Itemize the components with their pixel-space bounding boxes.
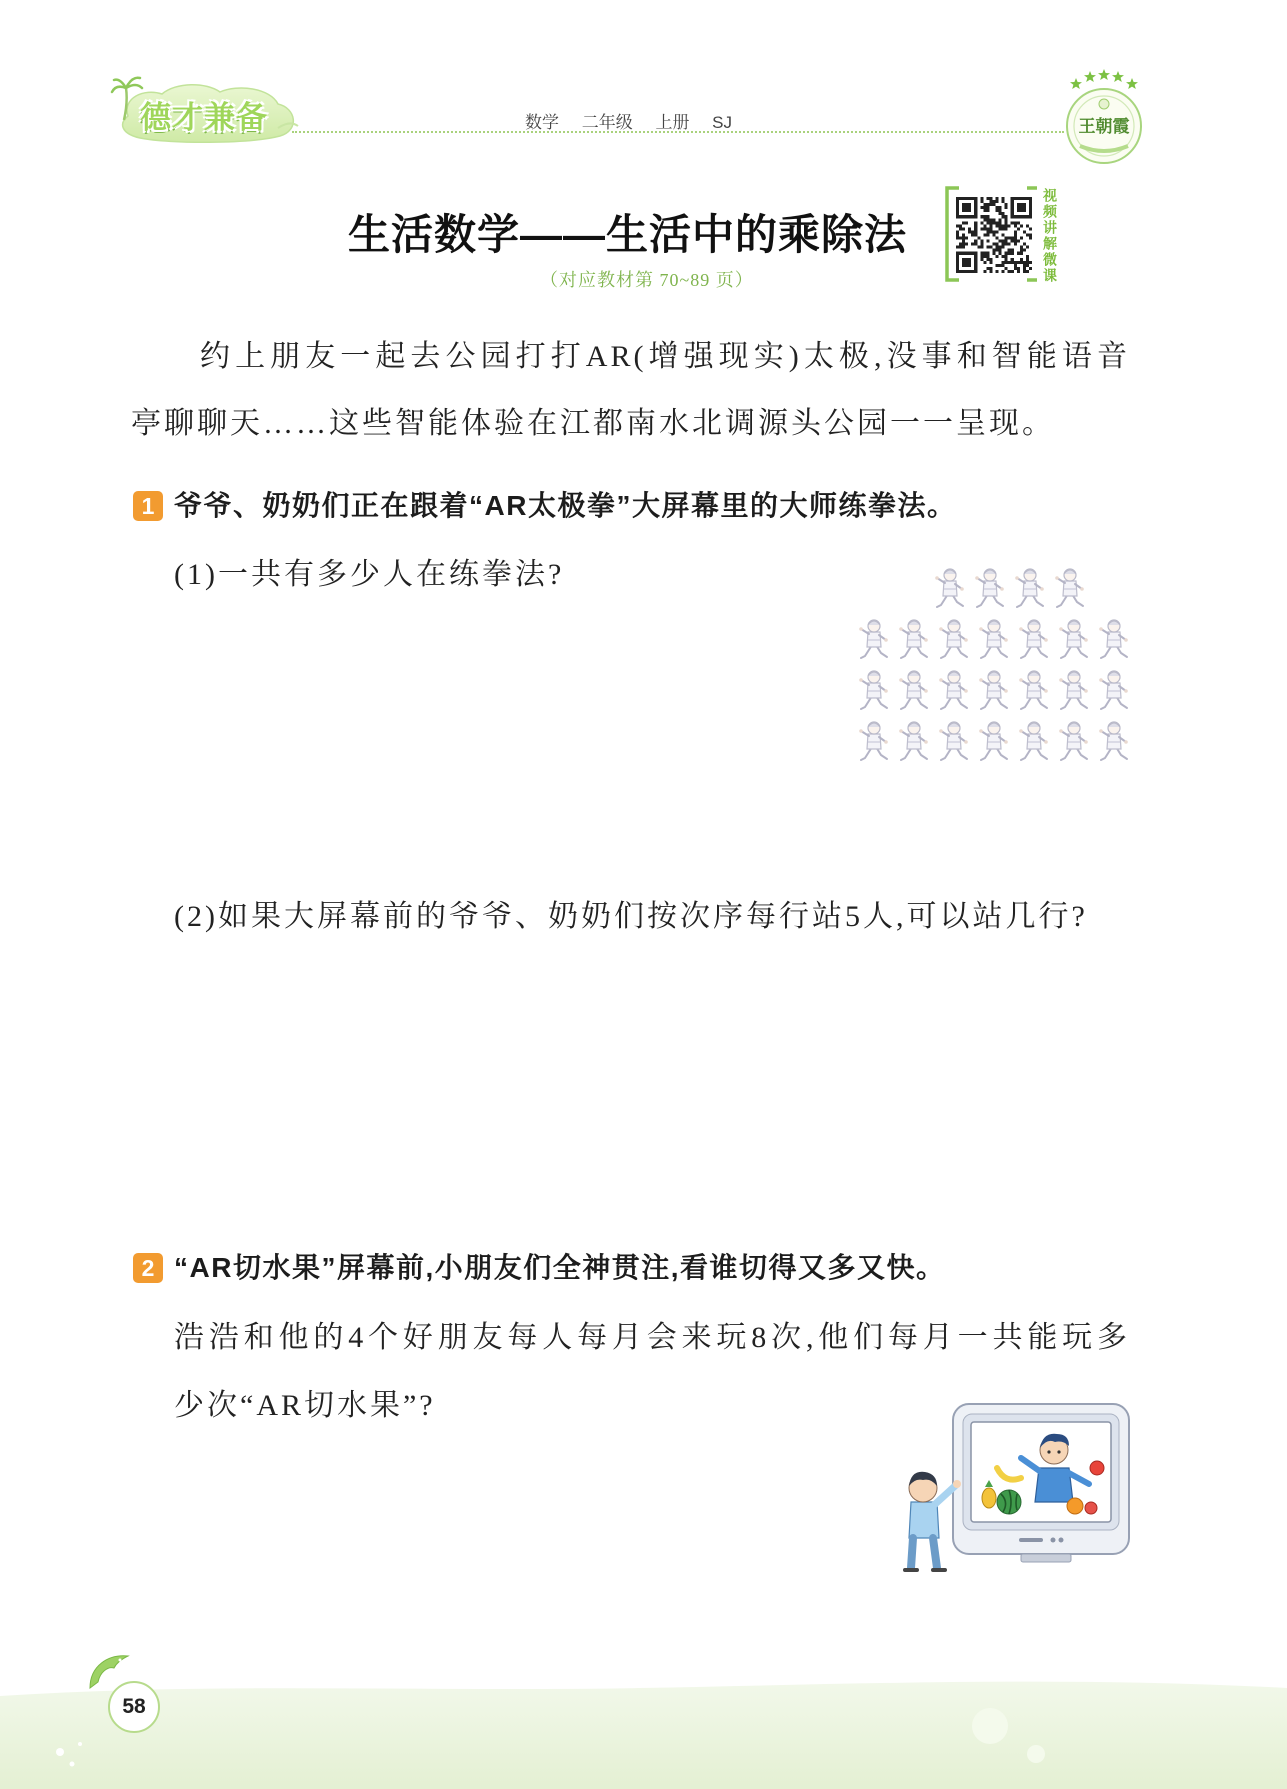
stamp-name: 王朝霞 (1078, 117, 1130, 136)
qr-module (983, 252, 986, 255)
qr-module (999, 246, 1002, 249)
qr-module (1020, 246, 1023, 249)
qr-finder (1017, 203, 1026, 212)
fruit-watermelon (997, 1490, 1021, 1514)
qr-module (983, 215, 986, 218)
qr-module (1011, 258, 1014, 261)
qr-module (1002, 255, 1005, 258)
qr-module (1014, 224, 1017, 227)
taichi-figure (1059, 620, 1088, 658)
qr-module (965, 237, 968, 240)
qr-module (974, 224, 977, 227)
fruit-orange (1067, 1498, 1083, 1514)
qr-module (1011, 221, 1014, 224)
qr-module (989, 197, 992, 200)
problem-1-part-2: (2)如果大屏幕前的爷爷、奶奶们按次序每行站5人,可以站几行? (174, 900, 1088, 933)
qr-module (971, 230, 974, 233)
qr-module (1002, 261, 1005, 264)
qr-module (996, 197, 999, 200)
qr-module (1008, 261, 1011, 264)
teacher-stamp (1058, 64, 1150, 170)
qr-module (986, 209, 989, 212)
qr-module (1017, 240, 1020, 243)
taichi-figure (859, 722, 888, 760)
qr-module (1008, 224, 1011, 227)
qr-module (983, 270, 986, 273)
qr-module (959, 224, 962, 227)
qr-module (999, 224, 1002, 227)
qr-module (959, 243, 962, 246)
qr-module (999, 221, 1002, 224)
qr-module (989, 261, 992, 264)
taichi-figure (1099, 620, 1128, 658)
qr-module (1026, 246, 1029, 249)
qr-module (986, 246, 989, 249)
taichi-figure (899, 722, 928, 760)
stamp-stars-icon (1070, 69, 1138, 89)
qr-module (1020, 224, 1023, 227)
brand-logo (110, 76, 300, 146)
problem-2-body-line-1: 浩浩和他的4个好朋友每人每月会来玩8次,他们每月一共能玩多 (174, 1321, 1130, 1354)
qr-code[interactable] (956, 197, 1032, 273)
qr-module (989, 203, 992, 206)
qr-module (1023, 267, 1026, 270)
fruit-apple (1090, 1461, 1104, 1475)
qr-module (992, 221, 995, 224)
qr-module (962, 243, 965, 246)
qr-module (1014, 267, 1017, 270)
tv-stand (1021, 1554, 1071, 1562)
taichi-figure (1059, 671, 1088, 709)
qr-module (989, 224, 992, 227)
taichi-figure (1099, 722, 1128, 760)
qr-module (1002, 243, 1005, 246)
qr-module (989, 230, 992, 233)
page-title: 生活数学——生活中的乘除法 (348, 211, 908, 258)
qr-module (986, 255, 989, 258)
qr-module (1005, 218, 1008, 221)
qr-module (980, 200, 983, 203)
qr-module (965, 243, 968, 246)
qr-module (1014, 233, 1017, 236)
qr-module (1023, 249, 1026, 252)
qr-module (962, 227, 965, 230)
qr-module (1014, 240, 1017, 243)
qr-module (962, 221, 965, 224)
qr-module (992, 249, 995, 252)
qr-module (962, 233, 965, 236)
qr-module (1005, 261, 1008, 264)
qr-module (1011, 249, 1014, 252)
qr-module (999, 209, 1002, 212)
intro-line-1: 约上朋友一起去公园打打AR(增强现实)太极,没事和智能语音 (200, 340, 1130, 373)
qr-module (1017, 252, 1020, 255)
qr-module (1014, 230, 1017, 233)
qr-module (1020, 261, 1023, 264)
qr-finder (962, 203, 971, 212)
qr-module (1023, 261, 1026, 264)
qr-module (1026, 264, 1029, 267)
footer-band (0, 1660, 1287, 1789)
qr-module (1029, 237, 1032, 240)
qr-module (996, 230, 999, 233)
taichi-figure (859, 620, 888, 658)
qr-module (1026, 233, 1029, 236)
qr-module (974, 227, 977, 230)
qr-module (1008, 252, 1011, 255)
qr-module (1020, 237, 1023, 240)
qr-module (999, 264, 1002, 267)
qr-module (999, 227, 1002, 230)
qr-module (974, 243, 977, 246)
qr-module (956, 224, 959, 227)
taichi-figure (899, 620, 928, 658)
qr-module (1020, 258, 1023, 261)
qr-module (983, 224, 986, 227)
problem-number-badge: 1 (133, 491, 163, 521)
qr-module (959, 227, 962, 230)
subject-grade-line: 数学 二年级 上册 SJ (525, 113, 733, 132)
qr-module (989, 258, 992, 261)
qr-module (983, 261, 986, 264)
qr-module (1029, 233, 1032, 236)
qr-module (986, 221, 989, 224)
qr-module (980, 243, 983, 246)
taichi-figure (1055, 569, 1084, 607)
qr-module (1005, 243, 1008, 246)
taichi-figure (1019, 671, 1048, 709)
qr-module (1005, 203, 1008, 206)
qr-module (996, 264, 999, 267)
taichi-figure (979, 671, 1008, 709)
qr-module (996, 237, 999, 240)
qr-module (1002, 264, 1005, 267)
qr-module (996, 246, 999, 249)
qr-module (962, 246, 965, 249)
qr-module (971, 243, 974, 246)
problem-number-badge: 2 (133, 1253, 163, 1283)
qr-module (980, 258, 983, 261)
qr-module (986, 233, 989, 236)
qr-module (999, 252, 1002, 255)
qr-module (968, 227, 971, 230)
qr-module (980, 240, 983, 243)
qr-module (977, 237, 980, 240)
taichi-figure (859, 671, 888, 709)
qr-module (1011, 261, 1014, 264)
qr-module (1005, 215, 1008, 218)
taichi-figure (979, 620, 1008, 658)
qr-module (974, 240, 977, 243)
qr-module (1026, 224, 1029, 227)
qr-module (980, 221, 983, 224)
qr-module (986, 230, 989, 233)
qr-module (983, 209, 986, 212)
taichi-figure (979, 722, 1008, 760)
qr-module (1005, 240, 1008, 243)
taichi-figure (939, 722, 968, 760)
qr-module (1008, 237, 1011, 240)
qr-module (999, 212, 1002, 215)
video-lesson-label: 视频讲解微课 (1042, 188, 1058, 284)
qr-module (983, 203, 986, 206)
qr-module (1023, 264, 1026, 267)
qr-module (965, 221, 968, 224)
qr-module (980, 206, 983, 209)
qr-module (983, 206, 986, 209)
qr-finder (962, 258, 971, 267)
qr-module (1002, 233, 1005, 236)
qr-module (1002, 212, 1005, 215)
qr-module (1029, 267, 1032, 270)
qr-module (974, 233, 977, 236)
qr-module (1014, 243, 1017, 246)
problem-1-prompt: 爷爷、奶奶们正在跟着“AR太极拳”大屏幕里的大师练拳法。 (174, 490, 957, 521)
qr-module (1023, 230, 1026, 233)
qr-module (1029, 227, 1032, 230)
qr-module (1005, 255, 1008, 258)
qr-module (996, 270, 999, 273)
qr-module (974, 230, 977, 233)
qr-module (1023, 243, 1026, 246)
qr-module (999, 206, 1002, 209)
qr-module (986, 218, 989, 221)
qr-module (980, 252, 983, 255)
qr-module (980, 246, 983, 249)
qr-module (1002, 224, 1005, 227)
qr-module (986, 227, 989, 230)
qr-module (983, 255, 986, 258)
qr-module (992, 243, 995, 246)
qr-module (1005, 206, 1008, 209)
taichi-figure (1019, 722, 1048, 760)
qr-module (1005, 252, 1008, 255)
qr-module (1011, 237, 1014, 240)
qr-module (999, 249, 1002, 252)
qr-module (1011, 240, 1014, 243)
qr-module (1011, 252, 1014, 255)
qr-module (1002, 200, 1005, 203)
taichi-figure (1019, 620, 1048, 658)
qr-module (986, 267, 989, 270)
qr-module (1023, 270, 1026, 273)
qr-module (1005, 227, 1008, 230)
qr-module (1020, 252, 1023, 255)
qr-module (986, 240, 989, 243)
qr-module (1005, 267, 1008, 270)
qr-module (1014, 237, 1017, 240)
taichi-figure (1099, 671, 1128, 709)
qr-module (986, 197, 989, 200)
qr-module (1014, 261, 1017, 264)
qr-module (962, 237, 965, 240)
qr-module (956, 237, 959, 240)
qr-module (1002, 240, 1005, 243)
qr-module (1017, 261, 1020, 264)
qr-module (1026, 270, 1029, 273)
qr-module (983, 227, 986, 230)
qr-module (971, 233, 974, 236)
qr-module (956, 246, 959, 249)
qr-module (1026, 258, 1029, 261)
qr-module (989, 227, 992, 230)
qr-module (1005, 237, 1008, 240)
qr-module (1026, 255, 1029, 258)
taichi-figure (935, 569, 964, 607)
stamp-emblem-icon (1099, 99, 1109, 109)
qr-module (962, 240, 965, 243)
qr-module (989, 267, 992, 270)
qr-module (999, 240, 1002, 243)
textbook-page-reference: （对应教材第 70~89 页） (540, 270, 754, 290)
qr-module (999, 218, 1002, 221)
taichi-figure (1015, 569, 1044, 607)
taichi-figure (975, 569, 1004, 607)
qr-module (989, 218, 992, 221)
qr-module (980, 215, 983, 218)
qr-module (996, 200, 999, 203)
qr-module (1002, 246, 1005, 249)
taichi-figure (1059, 722, 1088, 760)
logo-text: 德才兼备 (140, 100, 268, 135)
qr-module (1011, 270, 1014, 273)
qr-module (1008, 243, 1011, 246)
problem-2-prompt: “AR切水果”屏幕前,小朋友们全神贯注,看谁切得又多又快。 (174, 1252, 946, 1283)
qr-module (986, 203, 989, 206)
taichi-figure (939, 671, 968, 709)
qr-module (989, 270, 992, 273)
qr-module (1002, 227, 1005, 230)
qr-module (956, 230, 959, 233)
qr-module (980, 197, 983, 200)
qr-module (1005, 258, 1008, 261)
qr-module (980, 227, 983, 230)
qr-module (977, 246, 980, 249)
qr-module (983, 233, 986, 236)
qr-module (986, 206, 989, 209)
qr-module (996, 243, 999, 246)
intro-line-2: 亭聊聊天……这些智能体验在江都南水北调源头公园一一呈现。 (131, 407, 1055, 440)
qr-module (986, 252, 989, 255)
problem-2-body-line-2: 少次“AR切水果”? (174, 1389, 436, 1422)
qr-module (996, 224, 999, 227)
qr-module (1002, 270, 1005, 273)
qr-module (992, 200, 995, 203)
page-number: 58 (108, 1681, 160, 1733)
problem-1-part-1: (1)一共有多少人在练拳法? (174, 558, 565, 591)
qr-module (968, 230, 971, 233)
taichi-figure (899, 671, 928, 709)
qr-module (992, 252, 995, 255)
qr-module (989, 200, 992, 203)
taichi-figure (939, 620, 968, 658)
qr-module (996, 249, 999, 252)
qr-module (996, 206, 999, 209)
fruit-game-illustration (893, 1398, 1133, 1576)
qr-module (1005, 221, 1008, 224)
qr-module (1014, 221, 1017, 224)
qr-module (1008, 270, 1011, 273)
qr-module (1002, 197, 1005, 200)
qr-module (996, 221, 999, 224)
qr-module (989, 221, 992, 224)
qr-module (1017, 221, 1020, 224)
qr-module (1017, 227, 1020, 230)
qr-module (974, 221, 977, 224)
qr-module (992, 218, 995, 221)
qr-module (992, 230, 995, 233)
header-dotted-divider (292, 131, 1064, 133)
fruit-strawberry (1085, 1502, 1097, 1514)
qr-module (1029, 261, 1032, 264)
qr-module (1002, 215, 1005, 218)
qr-module (992, 203, 995, 206)
qr-module (959, 246, 962, 249)
qr-module (1014, 264, 1017, 267)
qr-module (1026, 261, 1029, 264)
qr-module (1020, 249, 1023, 252)
qr-module (1017, 267, 1020, 270)
qr-module (956, 233, 959, 236)
qr-module (980, 255, 983, 258)
qr-module (986, 215, 989, 218)
qr-module (992, 233, 995, 236)
qr-module (996, 255, 999, 258)
qr-module (959, 237, 962, 240)
qr-module (1005, 224, 1008, 227)
qr-module (996, 209, 999, 212)
qr-module (1017, 270, 1020, 273)
qr-module (986, 258, 989, 261)
qr-module (989, 246, 992, 249)
qr-module (1008, 249, 1011, 252)
qr-module (983, 218, 986, 221)
taichi-crowd-illustration (858, 560, 1138, 770)
